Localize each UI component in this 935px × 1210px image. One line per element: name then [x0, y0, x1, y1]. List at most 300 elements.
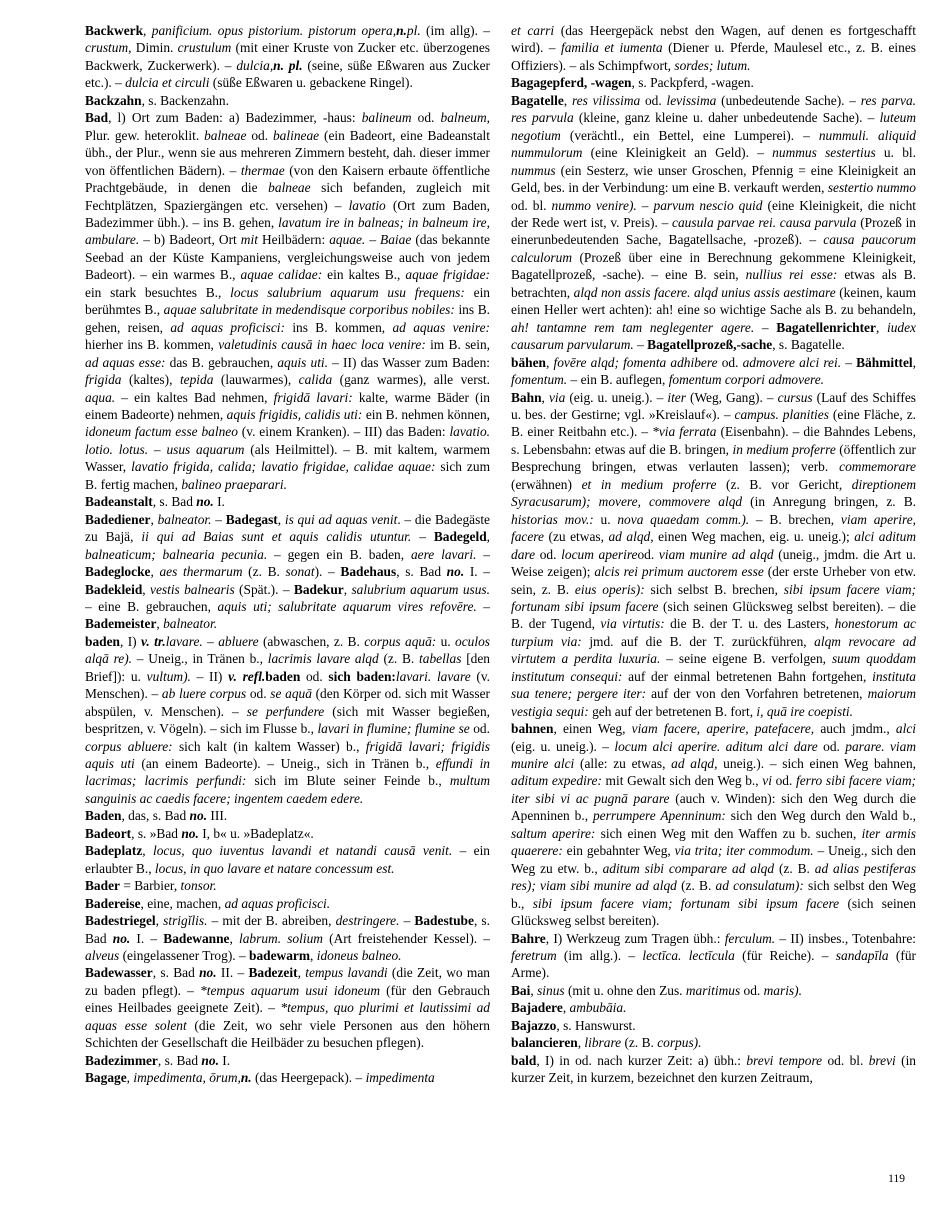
text-run: auf der einmal betretenen Bahn fortgehen, [622, 668, 873, 684]
text-run: (für Reiche). – [734, 948, 836, 964]
headword: Badekleid [85, 581, 143, 597]
text-run: I. [218, 1052, 231, 1068]
text-run: – II) das Wasser zum Baden: [328, 354, 490, 370]
text-run: lavatum ire in balneas; in balneum ire, ambulare. [85, 214, 490, 248]
text-run: balineum [361, 110, 412, 126]
text-run: impedimenta [365, 1070, 435, 1086]
text-run: – ein erlaubter B., [85, 843, 490, 876]
text-run: sonat [285, 564, 315, 580]
text-run: geh auf der betretenen B. fort, [588, 703, 757, 719]
text-run: pl. [406, 23, 421, 38]
text-run: (auch v. Winden): sich den Weg durch die Apenninen b., [511, 790, 916, 824]
text-run: , [875, 319, 887, 335]
text-run: lavatio frigida, calida; lavatio frigidae, calidae aquae: [131, 459, 436, 475]
text-run: , [577, 1035, 585, 1051]
text-run: einen Weg machen, eig. u. uneig.); [653, 529, 855, 545]
text-run: od. [246, 686, 271, 702]
headword: Bagatellprozeß,-sache [647, 337, 773, 353]
dictionary-entry [511, 1017, 916, 1034]
text-run: ab luere corpus [161, 686, 247, 702]
text-run: od. [817, 738, 846, 754]
text-run: crustum [85, 40, 129, 56]
text-run: brevi tempore [746, 1052, 823, 1068]
dictionary-entry [85, 895, 490, 912]
text-run: (den Körper od. sich mit Wasser abspülen, v. Menschen). – [85, 686, 490, 719]
text-run: frigidā lavari: [273, 389, 353, 405]
text-run: corpus abluere: [85, 738, 173, 754]
text-run: (im allg). – [420, 23, 490, 38]
headword: Badestube [414, 913, 474, 929]
text-run: – II) [190, 668, 229, 684]
headword: Bajazzo [511, 1017, 557, 1033]
dictionary-entry [511, 354, 916, 389]
text-run: auch jmdm., [814, 721, 896, 737]
text-run: (das bekannte Seebad an der Küste Kampaniens, vergleichungsweise auch von jedem Badeort). – ein warmes B., [85, 232, 490, 283]
text-run: aditum expedire: [511, 773, 602, 789]
text-run: balineae [272, 127, 320, 143]
text-run: , l) Ort zum Baden: a) Badezimmer, -haus: [108, 110, 362, 126]
text-run: u. [593, 511, 618, 527]
text-run: balneae [268, 180, 311, 196]
text-run: – mit der B. abreiben, [207, 913, 336, 929]
text-run: maritimus [685, 982, 741, 998]
text-run: n. [240, 1070, 252, 1086]
text-run: , I) in od. nach kurzer Zeit: a) übh.: [536, 1052, 747, 1068]
text-run: , [563, 92, 572, 108]
text-run: ad consulatum): [715, 878, 804, 894]
text-run: od. [640, 92, 667, 108]
text-run: (das Heergepäck nebst den Wagen, auf denen es fortgeschafft wird). – [511, 23, 916, 56]
text-run: alci [895, 721, 916, 737]
text-run: fomentum. [511, 372, 568, 388]
text-run: ferro sibi facere viam; iter sibi vi ac pugnā parare [511, 773, 916, 806]
text-run: , Plur. gew. heteroklit. [85, 110, 490, 143]
text-run: , [229, 930, 240, 946]
text-run: salubrium aquarum usus. [351, 581, 490, 597]
text-run: maris). [763, 982, 802, 998]
dictionary-entry [85, 807, 490, 824]
headword: Badeort [85, 825, 132, 841]
text-run: sich den Weg durch den Wald b., [725, 808, 916, 824]
headword: bahnen [511, 721, 554, 737]
text-run: (z. B. [676, 878, 716, 894]
text-run: , [143, 23, 152, 38]
text-run: , s. Hanswurst. [556, 1017, 636, 1033]
text-run: , [150, 511, 158, 527]
text-run: – B. brechen, [749, 511, 841, 527]
left-column [85, 22, 490, 1172]
text-run: vi [762, 773, 772, 789]
text-run: (seine, süße Eßwaren aus Zucker etc.). – [85, 57, 490, 91]
text-run: aes thermarum [159, 564, 243, 580]
text-run: – [754, 319, 777, 335]
headword: Badehaus [340, 564, 397, 580]
text-run: tepida [179, 372, 214, 388]
page-number: 119 [888, 1173, 905, 1185]
headword: Baden [85, 808, 122, 824]
headword: Bajadere [511, 1000, 563, 1016]
text-run: – gegen ein B. baden, [267, 546, 411, 562]
text-run: luteum negotium [511, 110, 916, 143]
text-run: Baiae [380, 232, 412, 248]
text-run: ad aquas proficisci: [170, 319, 285, 335]
text-run: (die Zeit, wo man zu baden pflegt). – [85, 965, 490, 998]
text-run: im B. sein, [425, 337, 490, 353]
dictionary-entry [511, 1034, 916, 1051]
dictionary-entry [511, 389, 916, 721]
text-run: ad alqd, [671, 756, 718, 772]
text-run: aquis uti; salubritate aquarum vires refovēre. [217, 598, 477, 614]
text-run: impedimenta, ōrum, [133, 1070, 241, 1086]
text-run: (eine Kleinigkeit, die nicht der Rede wert ist, v. Preis). – [511, 197, 916, 230]
text-run: sich befanden, zugleich mit Fechtplätzen, Spaziergängen etc. versehen) – [85, 180, 490, 213]
text-run: (uneig., jmdm. die Art u. Weise zeigen); [511, 546, 916, 580]
text-run: – b) Badeort, Ort [139, 232, 241, 248]
text-run: lavare. [165, 633, 203, 649]
text-run: , [541, 389, 549, 405]
text-run: Heilbädern: [257, 232, 330, 248]
text-run: , s. Bad [396, 564, 447, 580]
text-run: ins B. gehen, reisen, [85, 302, 490, 335]
text-run: , [343, 581, 352, 597]
headword: Bagatelle [511, 92, 564, 108]
text-run: lectīca. lectīcula [642, 948, 735, 964]
dictionary-entry [511, 982, 916, 999]
dictionary-entry [511, 74, 916, 91]
text-run: (v. einem Kranken). – III) das Baden: [237, 424, 450, 440]
text-run: ein B. nehmen können, [362, 406, 490, 422]
text-run: , [142, 843, 154, 859]
dictionary-entry [85, 633, 490, 808]
text-run: vestis balnearis [150, 581, 235, 597]
text-run: alci aditum dare [511, 529, 916, 562]
text-run: res vilissima [571, 92, 641, 108]
dictionary-entry [511, 1052, 916, 1087]
text-run: locus, quo iuventus lavandi et natandi causā venit. [153, 843, 453, 859]
text-run: (Diener u. Pferde, Maulesel etc., z. B. eines Offiziers). – als Schimpfwort, [511, 40, 916, 73]
text-run: od. [535, 546, 562, 562]
text-run: (eingelassener Trog). – [119, 948, 250, 964]
text-run: panificium. opus pistorium. pistorum opera, [151, 23, 397, 38]
dictionary-entry [85, 912, 490, 964]
text-run: sinus [537, 982, 565, 998]
text-run: (z. B. [621, 1035, 658, 1051]
text-run: balneator. [157, 511, 212, 527]
headword: sich baden: [328, 668, 396, 684]
text-run: – II) insbes., Totenbahre: [775, 930, 916, 946]
text-run: od. [740, 982, 764, 998]
text-run: balneum [440, 110, 487, 126]
text-run: locum alci aperire. aditum alci dare [614, 738, 818, 754]
text-run: od. [411, 110, 441, 126]
headword: Badezimmer [85, 1052, 158, 1068]
text-run: viam facere, aperire, patefacere, [631, 721, 815, 737]
text-run: (als Heilmittel). – B. mit kaltem, warmem Wasser, [85, 441, 490, 475]
text-run: – [202, 633, 219, 649]
text-run: corpus). [657, 1035, 702, 1051]
text-run: – Uneig., in Tränen b., [132, 651, 268, 667]
text-run: od. [469, 721, 490, 737]
text-run: aquae. [329, 232, 366, 248]
text-run: ins B. kommen, [284, 319, 393, 335]
text-run: sordes; lutum. [674, 57, 751, 73]
text-run: iter armis quaerere: [511, 825, 916, 859]
text-run: *tempus, quo plurimi et lautissimi ad aquas esse solent [85, 1000, 490, 1033]
text-run: [den Brief]): u. [85, 651, 490, 684]
text-run: balneaticum; balnearia pecunia. [85, 546, 268, 562]
text-run: aere lavari. [410, 546, 477, 562]
text-run: admovere alci rei. [742, 354, 842, 370]
text-run: aquae salubritate in medendisque corporibus nobiles: [163, 302, 455, 318]
text-run: ad aquas esse: [85, 354, 166, 370]
text-run: (sich mit Wasser begießen, bespritzen, v. Vögeln). – sich im Flusse b., [85, 703, 490, 737]
text-run: alqm revocare ad virtutem a perdita luxuria. [511, 633, 916, 667]
text-run: – [411, 529, 434, 545]
text-run: , [155, 913, 164, 929]
text-run: ad aquas proficisci. [224, 895, 331, 911]
text-run: , s. Packpferd, -wagen. [631, 75, 754, 91]
text-run: od. bl. [822, 1052, 869, 1068]
text-run: (Weg, Gang). – [685, 389, 778, 405]
headword: Bai [511, 982, 531, 998]
text-run: se aquā [270, 686, 312, 702]
text-run: lavari in flumine; flumine se [317, 721, 470, 737]
text-run: nummus sestertius [772, 145, 876, 161]
text-run: , I) [119, 633, 141, 649]
headword: baden [265, 668, 301, 684]
text-run: strigĭlis. [163, 913, 208, 929]
text-run: res parva. res parvula [511, 92, 916, 126]
headword: Bader [85, 878, 120, 894]
text-run: feretrum [511, 948, 557, 964]
text-run: I, b« u. »Badeplatz«. [198, 825, 314, 841]
text-run: (im allg.). – [556, 948, 643, 964]
text-run: sich selbst den Weg b., [511, 878, 916, 911]
text-run: ad aquas venire: [392, 319, 490, 335]
text-run: i, quā ire coepisti. [756, 703, 853, 719]
text-run: aquis frigidis, calidis uti: [226, 406, 363, 422]
headword: Badewasser [85, 965, 153, 981]
text-run: – [841, 354, 857, 370]
text-run: (mit einer Kruste von Zucker etc. überzogenes Backwerk, Zuckerwerk). – [85, 40, 490, 73]
text-run: – [365, 232, 381, 248]
headword: Badewanne [163, 930, 230, 946]
text-run: (Prozeß in einerunbedeutenden Sache, Bagatellsache, -prozeß). – [511, 214, 916, 248]
dictionary-entry [511, 92, 916, 354]
text-run: (kleine, ganz kleine u. daher unbedeutende Sache). – [573, 110, 880, 126]
dictionary-entry [85, 493, 490, 510]
dictionary-entry [85, 1069, 490, 1086]
text-run: familia et iumenta [560, 40, 663, 56]
dictionary-entry [85, 1052, 490, 1069]
text-run: effundi in lacrimas; lacrimis perfundi: [85, 756, 490, 789]
text-run: die B. der T. u. des Lasters, [664, 616, 835, 632]
text-run: sich kalt (in kaltem Wasser) b., [172, 738, 366, 754]
text-run: (unbedeutende Sache). – [716, 92, 861, 108]
text-run: ah! tantamne rem tam neglegenter agere. [511, 319, 755, 335]
text-run: lavatio. lotio. lotus. [85, 424, 490, 457]
text-run: , [150, 564, 160, 580]
dictionary-entry [85, 842, 490, 877]
text-run: lavari. lavare [395, 668, 471, 684]
headword: Bademeister [85, 616, 157, 632]
text-run: (von den Kaisern erbaute öffentliche Prachtgebäude, in denen die [85, 162, 490, 196]
text-run: iter [667, 389, 686, 405]
text-run: I. – [464, 564, 490, 580]
text-run: (die Zeit, wo sehr viele Personen aus den höhern Schichten der Gesellschaft die Heilbäder zu besuchen pflegen). [85, 1017, 490, 1051]
right-column [511, 22, 916, 1172]
text-run: via [548, 389, 566, 405]
text-run: et in medium proferre [581, 476, 717, 492]
text-run: sestertio nummo [827, 180, 916, 196]
text-run: , s. Bad [152, 494, 197, 510]
text-run: , [486, 529, 490, 545]
headword: baden [85, 633, 120, 649]
text-run: (in Anregung bringen, z. B. [742, 494, 916, 510]
text-run: , [545, 354, 554, 370]
text-run: nullius rei esse: [745, 267, 838, 283]
text-run: = Barbier, [119, 878, 181, 894]
text-run: ein kaltes B., [322, 267, 406, 283]
text-run: – [476, 546, 490, 562]
text-run: (mit u. ohne den Zus. [564, 982, 686, 998]
headword: Bahn [511, 389, 542, 405]
text-run: ii qui ad Baias sunt et aquis calidis utuntur. [141, 529, 412, 545]
headword: Badegeld [433, 529, 487, 545]
text-run: – seine eigene B. verfolgen, [660, 651, 832, 667]
text-run: , [297, 965, 306, 981]
text-run: , s. Bad [157, 1052, 202, 1068]
text-run: (eine Fläche, z. B. einer Reitbahn etc.). – [511, 406, 916, 440]
text-run: instituta sua tenere; pergere iter: [511, 668, 916, 702]
headword: Bad [85, 110, 109, 126]
text-run: od. [637, 546, 659, 562]
text-run: (Art freistehender Kessel). – [322, 930, 490, 946]
text-run: ). – [314, 564, 341, 580]
text-run: aqua. [85, 389, 116, 405]
text-run: , [310, 948, 317, 964]
text-run: aditum sibi comparare ad alqd [602, 860, 775, 876]
text-run: frigida [85, 372, 122, 388]
headword: Badekur [293, 581, 344, 597]
text-run: mit [240, 232, 258, 248]
dictionary-entry [85, 964, 490, 1051]
text-run: usus aquarum [166, 441, 245, 457]
text-run: no. [181, 825, 199, 841]
text-run: – [636, 197, 654, 213]
text-run: , s. Backenzahn. [141, 92, 229, 108]
text-run: I. [213, 494, 225, 510]
text-run: (ein Badeort, eine Badeanstalt übh., der Plur., wenn sie aus mehreren Zimmern besteht, dah. dieser immer von öffentlichen Bädern). – [85, 127, 490, 178]
text-run: no. [201, 1052, 219, 1068]
headword: Backzahn [85, 92, 142, 108]
text-run: brevi [868, 1052, 896, 1068]
headword: Badestriegel [85, 913, 156, 929]
text-run: calida [298, 372, 333, 388]
text-run: aquae calidae: [240, 267, 323, 283]
text-run: via trita; iter commodum. [674, 843, 814, 859]
text-run: (verächtl., ein Bettel, eine Lumperei). – [560, 127, 819, 143]
text-run: locus, in quo lavare et natare concessum est. [154, 860, 395, 876]
dictionary-page [85, 22, 917, 1182]
headword: Bagatellenrichter [776, 319, 876, 335]
text-run: etwas als B. betrachten, [511, 267, 916, 300]
text-run: n. pl. [273, 57, 303, 73]
text-run: ein stark besuchtes B., [85, 284, 231, 300]
text-run: sich selbst B. brechen, [644, 581, 784, 597]
text-run: nummo venire). [551, 197, 637, 213]
text-run: sibi ipsum facere viam; fortunam sibi ipsum facere [511, 581, 916, 614]
text-run: (für den Gebrauch eines Heilbades geeignete Zeit). – [85, 982, 490, 1016]
text-run: (in kurzer Zeit, in kurzem, bezeichnet den kurzen Zeitraum, [511, 1052, 916, 1086]
text-run: (eine Kleinigkeit an Geld). – [582, 145, 773, 161]
text-run: (sich seinen Glücksweg selbst bereiten). – die B. der Tugend, [511, 598, 916, 632]
headword: Badezeit [248, 965, 298, 981]
text-run: nova quaedam comm.). [617, 511, 750, 527]
dictionary-entry [511, 930, 916, 982]
text-run: (alle: zu etwas, [574, 756, 672, 772]
text-run: , [562, 1000, 570, 1016]
text-run: parvum nescio quid [653, 197, 763, 213]
text-run: – [633, 337, 648, 353]
text-run: (öffentlich zur Besprechung bringen, etwas verlauten lassen); verb. [511, 441, 916, 475]
text-run: fomentum corpori admovere. [668, 372, 825, 388]
text-run: (zu etwas, [543, 529, 609, 545]
text-run: via virtutis: [600, 616, 665, 632]
text-run: *via ferrata [652, 424, 717, 440]
text-run: balineo praeparari. [181, 476, 287, 492]
dictionary-entry [85, 825, 490, 842]
text-run: (Lauf des Schiffes u. bes. der Gestirne; vgl. »Kreislauf«). – [511, 389, 916, 422]
text-run: – ein B. auflegen, [567, 372, 669, 388]
dictionary-entry [85, 92, 490, 109]
text-run: ein gebahnter Weg, [562, 843, 675, 859]
text-run: od. [717, 354, 743, 370]
text-run: , [156, 616, 164, 632]
text-run: (sich seinen Glücksweg selbst bereiten). [511, 895, 916, 929]
text-run: alqd non assis facere. alqd unius assis aestimare [573, 284, 836, 300]
dictionary-entry [511, 999, 916, 1016]
text-run: vultum). [146, 668, 191, 684]
headword: Badediener [85, 511, 151, 527]
text-run: . – die Badegäste zu Bajä, [85, 511, 490, 545]
text-run: (Prozeß über eine in Berechnung gekommene Kleinigkeit, Bagatellprozeß, -sache). – eine B. sein, [511, 249, 916, 283]
text-run: (ein Sesterz, wie unser Groschen, Pfennig = eine Kleinigkeit an Geld, bes. in der Verbindung: um eine B. verkauft werden, [511, 162, 916, 196]
text-run: (z. B. [774, 860, 815, 876]
text-run: – [476, 598, 490, 614]
text-run: (z. B. vor Gericht, [716, 476, 852, 492]
text-run: viam munire ad alqd [658, 546, 774, 562]
text-run: n. [396, 23, 407, 38]
headword: Bagage [85, 1070, 127, 1086]
text-run: v. tr. [140, 633, 166, 649]
headword: Badeglocke [85, 564, 151, 580]
text-run: (eig. u. uneig.). – [511, 738, 615, 754]
text-run: aquae frigidae: [405, 267, 490, 283]
text-run: fovēre alqd; fomenta adhibere [553, 354, 718, 370]
headword: bähen [511, 354, 546, 370]
text-run: , I) Werkzeug zum Tragen übh.: [545, 930, 725, 946]
text-run: maiorum vestigia sequi: [511, 686, 916, 719]
text-run: , [530, 982, 538, 998]
text-run: ad alias pestiferas res); viam sibi munire ad alqd [511, 860, 916, 894]
text-run: – [211, 511, 226, 527]
text-run: (v. Menschen). – [85, 668, 490, 702]
text-run: v. refl. [228, 668, 266, 684]
text-columns [85, 22, 917, 1172]
text-run: , s. Bagatelle. [772, 337, 845, 353]
text-run: nummus [511, 162, 556, 178]
